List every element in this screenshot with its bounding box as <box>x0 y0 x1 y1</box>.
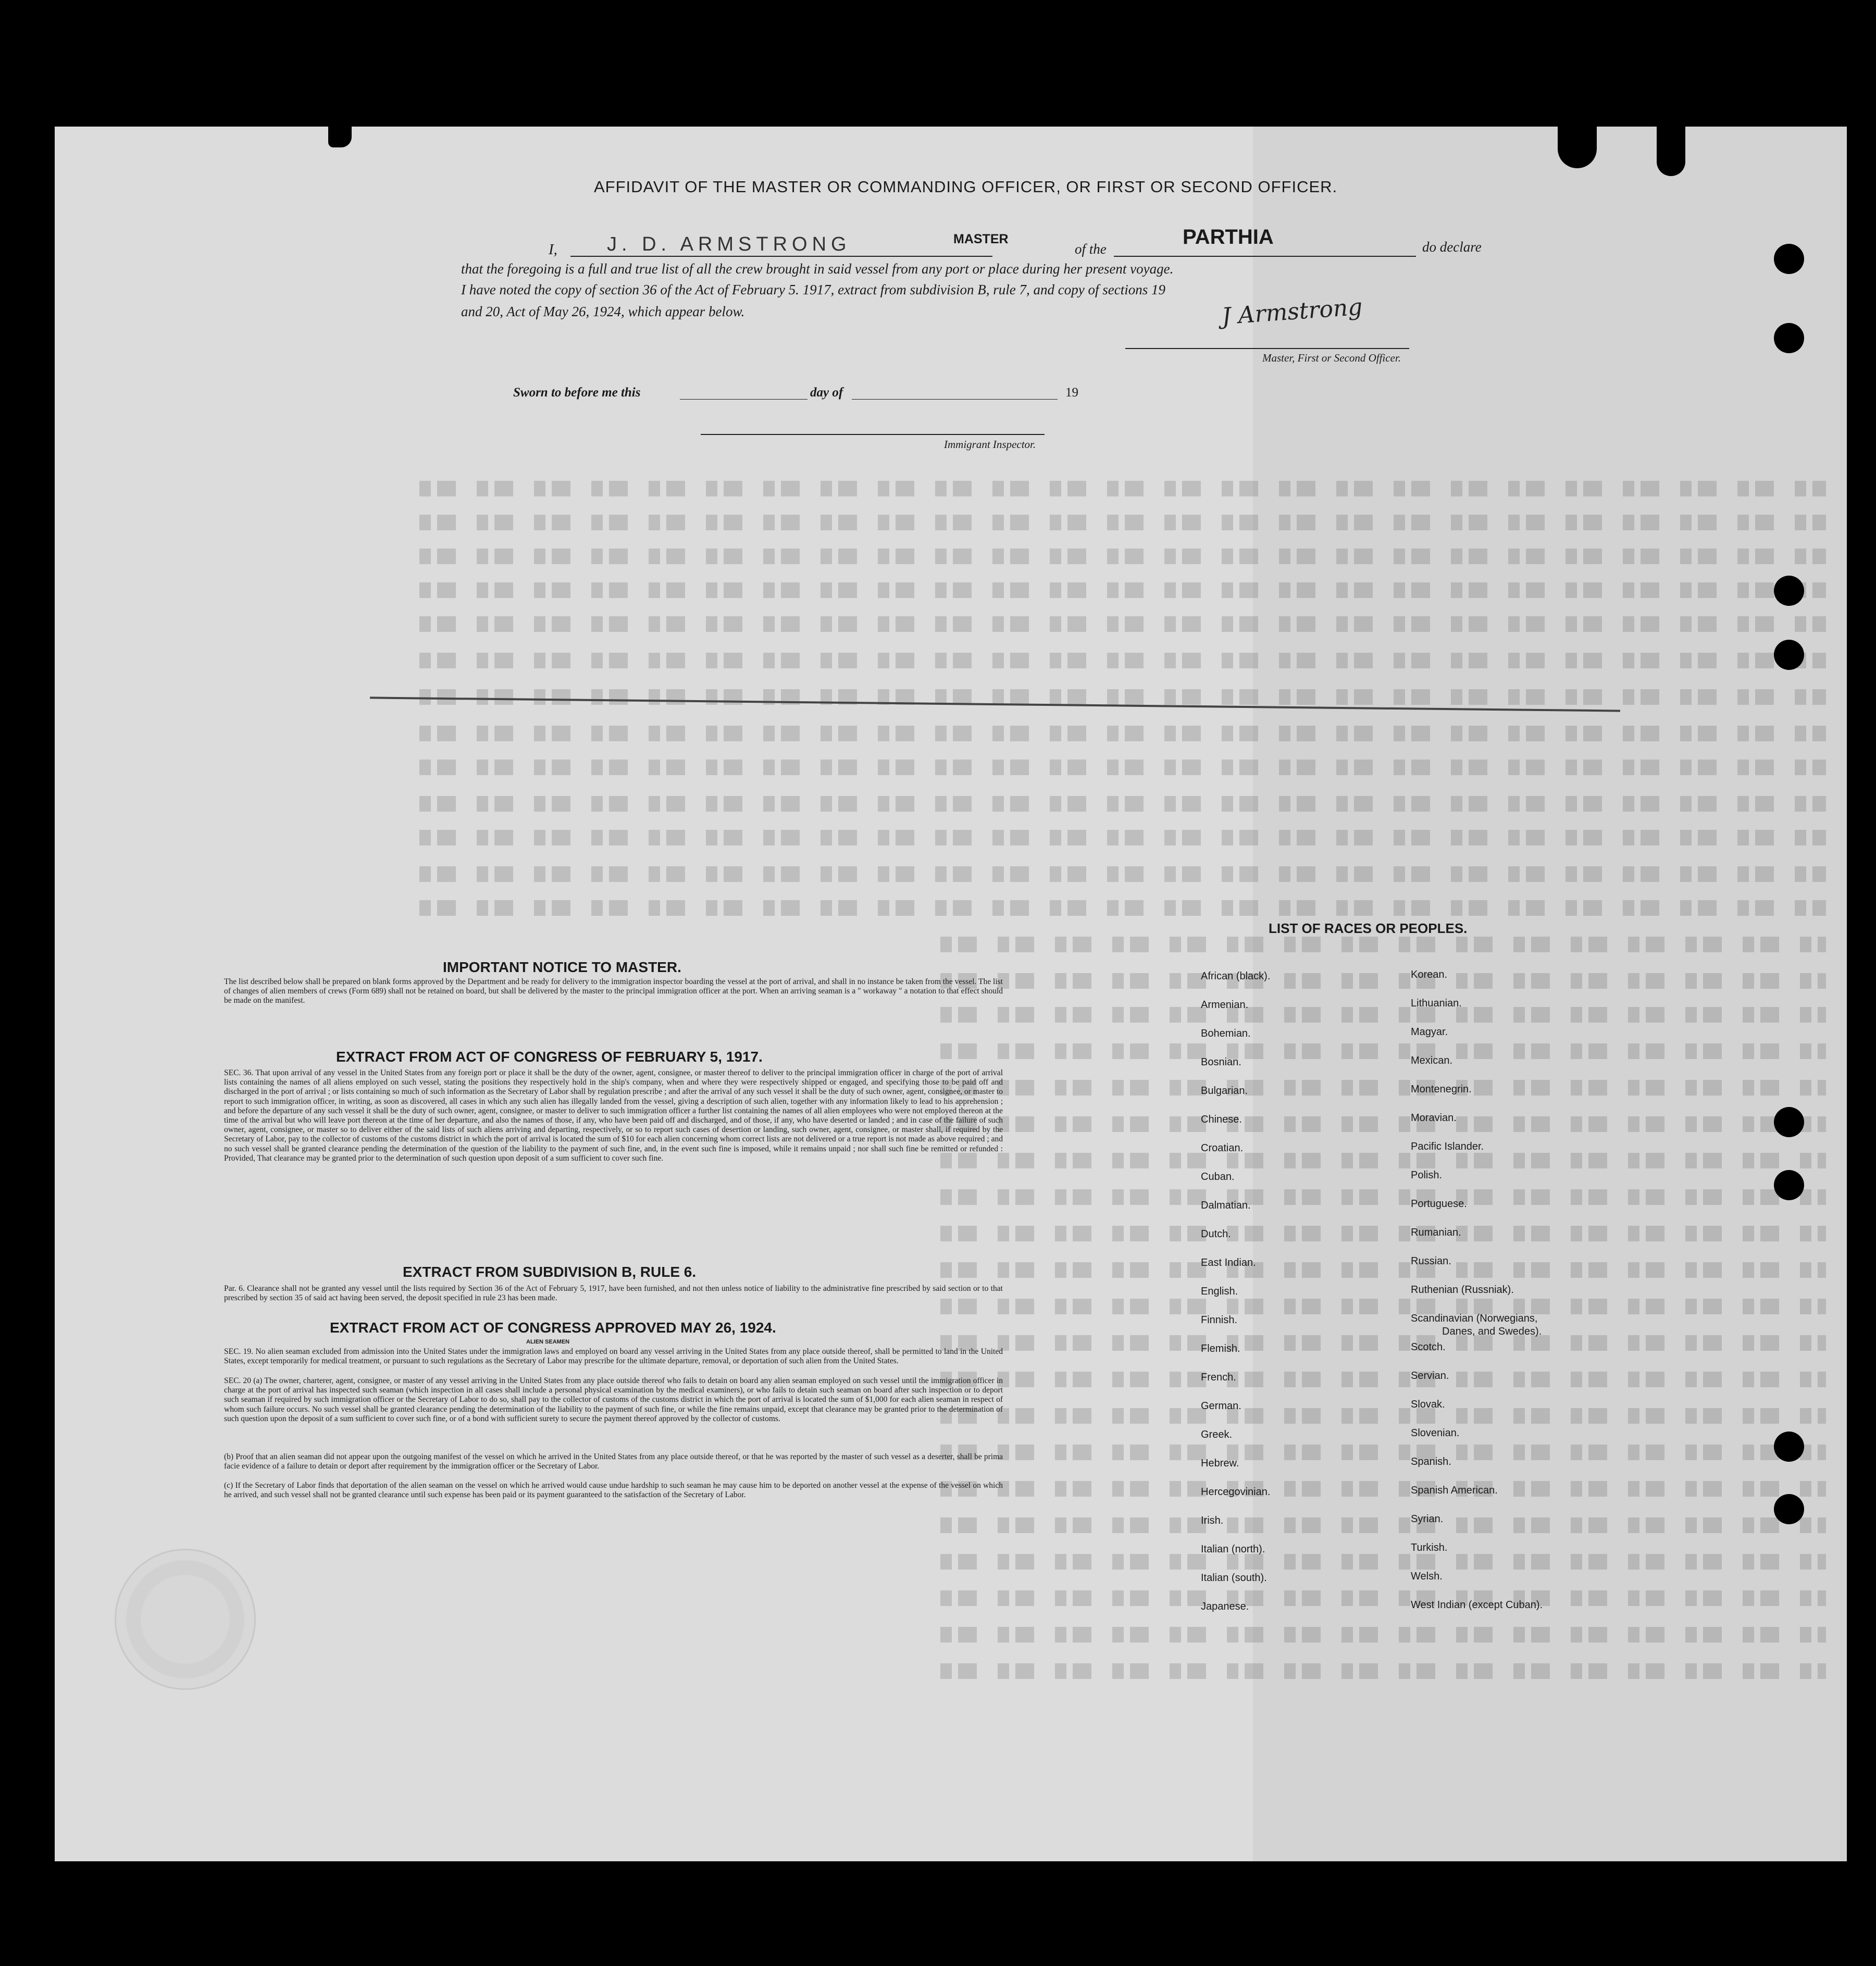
document-page <box>55 127 1847 1861</box>
race-item: Polish. <box>1411 1169 1443 1181</box>
signature: J Armstrong <box>1221 293 1363 330</box>
affidavit-line-2: I have noted the copy of section 36 of the Act of February 5. 1917, extract from subdivision B, rule 7, and copy of sections 19 <box>461 282 1165 297</box>
race-item: Italian (south). <box>1201 1572 1267 1584</box>
race-item: Syrian. <box>1411 1513 1444 1525</box>
race-item: Finnish. <box>1201 1314 1238 1326</box>
notice-title: IMPORTANT NOTICE TO MASTER. <box>443 959 681 975</box>
race-item: Flemish. <box>1201 1343 1240 1354</box>
race-item: Ruthenian (Russniak). <box>1411 1284 1514 1296</box>
race-item: French. <box>1201 1372 1236 1383</box>
affidavit-title: AFFIDAVIT OF THE MASTER OR COMMANDING OFFICER, OR FIRST OR SECOND OFFICER. <box>594 178 1338 196</box>
race-item: West Indian (except Cuban). <box>1411 1599 1543 1611</box>
race-item: Croatian. <box>1201 1142 1244 1154</box>
race-item: Magyar. <box>1411 1026 1448 1038</box>
binder-hole <box>1774 576 1804 606</box>
binder-hole <box>1774 1494 1804 1524</box>
extract-1917-body: SEC. 36. That upon arrival of any vessel in the United States from any foreign port or place it shall be the duty of the owner, agent, consignee, or master thereof to deliver to the principal immigration officer in charge of the port of arrival lists containing the names of all aliens employed on such vessel, stating the positions they respectively hold in the ship's company, when and where they were respectively shipped or engaged, and specifying those to be paid off and discharged in the port of arrival ; or lists containing so much of such information as the Secretary of Labor shall by regulation prescribe ; and after the arrival of any such vessel it shall be the duty of such owner, agent, consignee, or master to report to such immigration officer, in writing, as soon as discovered, all cases in which any such alien has illegally landed from the vessel, giving a description of such alien, together with any information likely to lead to his apprehension ; and before the departure of any such vessel it shall be the duty of such owner, agent, consignee, or master to deliver to such immigration officer a further list containing the names of all alien employees who were not employed thereon at the time of the arrival but who will leave port thereon at the time of her departure, and also the names of those, if any, who have been paid off and discharged, and of those, if any, who have deserted or landed ; and in case of the failure of such owner, agent, consignee, or master so to deliver either of the said lists of such aliens arriving and departing, respectively, or so to report such cases of desertion or landing, such owner, agent, consignee, or master shall, if required by the Secretary of Labor, pay to the collector of customs of the customs district in which the port of arrival is located the sum of $10 for each alien concerning whom correct lists are not delivered or a true report is not made as above required ; and no such vessel shall be granted clearance pending the determination of the question of the liability to the payment of such fine, and, in the event such fine is imposed, while it remains unpaid ; nor shall such fine be remitted or refunded : Provided, That clearance may be granted prior to the determination of such question upon deposit of a sum sufficient to cover such fine. <box>224 1068 1003 1163</box>
race-item: Welsh. <box>1411 1571 1443 1582</box>
race-item: Scandinavian (Norwegians, <box>1411 1313 1538 1324</box>
race-item: English. <box>1201 1286 1238 1297</box>
race-item: Rumanian. <box>1411 1227 1461 1238</box>
extract-1924-sec20b: (b) Proof that an alien seaman did not appear upon the outgoing manifest of the vessel on which he arrived in the United States from any place outside thereof, or that he was reported by the master of such vessel as a deserter, shall be prima facie evidence of a failure to detain or deport after requirement by the immigration officer or the Secretary of Labor. <box>224 1452 1003 1471</box>
race-item: Irish. <box>1201 1515 1224 1526</box>
subdivision-b-body: Par. 6. Clearance shall not be granted any vessel until the lists required by Section 36 of the Act of February 5, 1917, have been furnished, and not then unless notice of liability to the administrative fine prescribed by said section or to that prescribed by section 35 of said act having been served, the deposit specified in rule 23 has been made. <box>224 1284 1003 1303</box>
binder-hole <box>1774 1170 1804 1200</box>
extract-1924-sec20a: SEC. 20 (a) The owner, charterer, agent, consignee, or master of any vessel arriving in the United States from any place outside thereof who fails to detain on board any alien seaman employed on such vessel until the immigration officer in charge at the port of arrival has inspected such seaman (which inspection in all cases shall include a personal physical examination by the medical examiners), or who fails to detain such seaman on board after such inspection or to deport such seaman if required by such immigration officer or the Secretary of Labor to do so, shall pay to the collector of customs of the customs district in which the port of arrival is located the sum of $1,000 for each alien seaman in respect of whom such failure occurs. No such vessel shall be granted clearance pending the determination of the liability to the payment of such fine, or while the fine remains unpaid, except that clearance may be granted prior to the determination of such question upon the deposit of a sum sufficient to cover such fine, or of a bond with sufficient surety to secure the payment thereof approved by the collector of customs. <box>224 1376 1003 1423</box>
race-item: Russian. <box>1411 1255 1451 1267</box>
race-item: Cuban. <box>1201 1171 1235 1183</box>
of-the: of the <box>1075 241 1107 257</box>
race-item: Bohemian. <box>1201 1028 1251 1039</box>
day-of: day of <box>810 385 843 400</box>
affidavit-i: I, <box>549 241 557 258</box>
race-item: German. <box>1201 1400 1241 1412</box>
race-item: Dutch. <box>1201 1228 1231 1240</box>
binder-hole <box>1774 640 1804 670</box>
sworn-before: Sworn to before me this <box>513 385 641 400</box>
race-item: Dalmatian. <box>1201 1200 1251 1211</box>
race-item: Turkish. <box>1411 1542 1448 1553</box>
race-item: Japanese. <box>1201 1601 1249 1612</box>
extract-1924-sec20c: (c) If the Secretary of Labor finds that deportation of the alien seaman on the vessel on which he arrived would cause undue hardship to such seaman he may cause him to be deported on another vessel at the expense of the vessel on which he arrived, and such vessel shall not be granted clearance until such expense has been paid or its payment guaranteed to the satisfaction of the Secretary of Labor. <box>224 1481 1003 1500</box>
race-item: Servian. <box>1411 1370 1449 1382</box>
binder-hole <box>1774 244 1804 274</box>
race-item: Chinese. <box>1201 1114 1242 1125</box>
race-item: Hercegovinian. <box>1201 1486 1271 1498</box>
race-item: Slovak. <box>1411 1399 1445 1410</box>
race-item: Armenian. <box>1201 999 1249 1011</box>
races-title: LIST OF RACES OR PEOPLES. <box>1269 920 1468 936</box>
do-declare: do declare <box>1422 239 1482 255</box>
race-item: Greek. <box>1201 1429 1233 1440</box>
race-item: Italian (north). <box>1201 1544 1265 1555</box>
race-item: Pacific Islander. <box>1411 1141 1484 1152</box>
master-name: J. D. ARMSTRONG <box>607 233 851 255</box>
subdivision-b-title: EXTRACT FROM SUBDIVISION B, RULE 6. <box>403 1264 697 1280</box>
race-item: Bosnian. <box>1201 1056 1241 1068</box>
race-item: Hebrew. <box>1201 1458 1239 1469</box>
race-item: Danes, and Swedes). <box>1442 1326 1542 1337</box>
extract-1924-sec19: SEC. 19. No alien seaman excluded from admission into the United States under the immigration laws and employed on board any vessel arriving in the United States from any place outside thereof, shall be permitted to land in the United States, except temporarily for medical treatment, or pursuant to such regulations as the Secretary of Labor may prescribe for the ultimate departure, removal, or deportation of such alien from the United States. <box>224 1347 1003 1366</box>
binder-hole <box>1774 323 1804 353</box>
race-item: Portuguese. <box>1411 1198 1467 1210</box>
vessel-name: PARTHIA <box>1183 226 1274 248</box>
race-item: East Indian. <box>1201 1257 1256 1268</box>
affidavit-line-3: and 20, Act of May 26, 1924, which appear below. <box>461 304 745 319</box>
race-item: Spanish American. <box>1411 1485 1498 1496</box>
paper-tear <box>328 127 352 147</box>
race-item: Lithuanian. <box>1411 998 1462 1009</box>
binder-hole <box>1774 1432 1804 1462</box>
race-item: Moravian. <box>1411 1112 1457 1124</box>
year-19: 19 <box>1065 385 1078 400</box>
race-item: Spanish. <box>1411 1456 1451 1467</box>
extract-1924-title: EXTRACT FROM ACT OF CONGRESS APPROVED MAY 26, 1924. <box>330 1320 776 1336</box>
race-item: Scotch. <box>1411 1341 1446 1353</box>
race-item: Bulgarian. <box>1201 1085 1248 1097</box>
paper-tear <box>1558 127 1597 168</box>
race-item: Korean. <box>1411 969 1448 980</box>
race-item: African (black). <box>1201 970 1271 982</box>
notice-body: The list described below shall be prepared on blank forms approved by the Department and be ready for delivery to the immigration inspector boarding the vessel at the port of arrival, and shall in no instance be taken from the vessel. The list of changes of alien members of crews (Form 689) shall not be retained on board, but shall be delivered by the master to the principal immigration officer at the port. When an arriving seaman is a " workaway " a notation to that effect should be made on the manifest. <box>224 977 1003 1005</box>
rank-label: MASTER <box>953 232 1009 246</box>
race-item: Slovenian. <box>1411 1427 1460 1439</box>
inspector-label: Immigrant Inspector. <box>944 438 1036 451</box>
alien-seamen-subtitle: ALIEN SEAMEN <box>526 1339 570 1345</box>
binder-hole <box>1774 1107 1804 1137</box>
race-item: Montenegrin. <box>1411 1084 1472 1095</box>
race-item: Mexican. <box>1411 1055 1453 1066</box>
embossed-seal <box>115 1549 256 1690</box>
affidavit-line-1: that the foregoing is a full and true list of all the crew brought in said vessel from any port or place during her present voyage. <box>461 261 1174 277</box>
signer-label: Master, First or Second Officer. <box>1262 352 1401 364</box>
extract-1917-title: EXTRACT FROM ACT OF CONGRESS OF FEBRUARY 5, 1917. <box>336 1049 763 1065</box>
paper-tear <box>1657 127 1685 176</box>
